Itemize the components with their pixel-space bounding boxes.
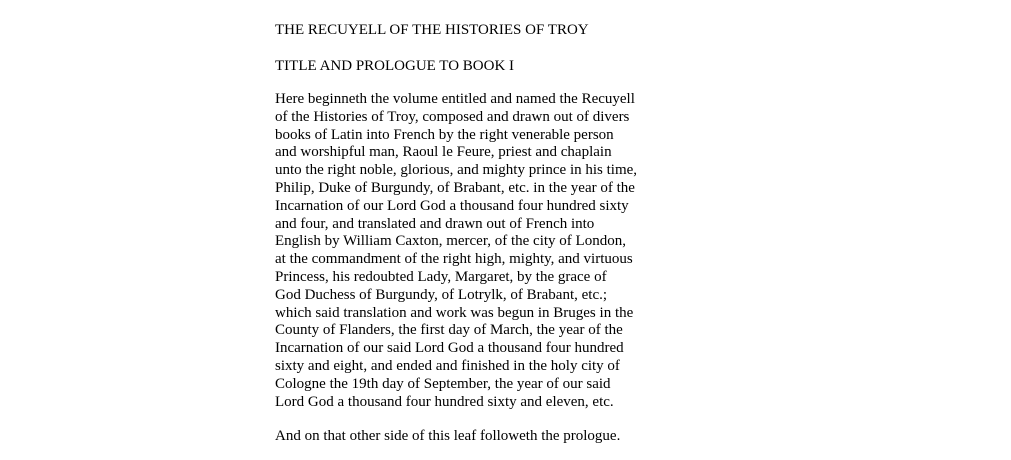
document-subtitle: TITLE AND PROLOGUE TO BOOK I	[275, 58, 515, 74]
paragraph-line: and four, and translated and drawn out of French into	[275, 215, 595, 232]
paragraph-line: at the commandment of the right high, mighty, and virtuous	[275, 251, 633, 268]
paragraph-line: God Duchess of Burgundy, of Lotrylk, of Brabant, etc.;	[275, 286, 608, 303]
paragraph-line: Lord God a thousand four hundred sixty and eleven, etc.	[275, 393, 614, 410]
paragraph-line: County of Flanders, the first day of March, the year of the	[275, 322, 623, 339]
document-page	[275, 20, 675, 460]
body-paragraph	[275, 91, 675, 411]
paragraph-line: sixty and eight, and ended and finished in the holy city of	[275, 357, 620, 374]
paragraph-line: Incarnation of our said Lord God a thousand four hundred	[275, 340, 624, 357]
paragraph-line: Incarnation of our Lord God a thousand four hundred sixty	[275, 197, 629, 214]
closing-line: And on that other side of this leaf followeth the prologue.	[275, 428, 621, 445]
paragraph-line: which said translation and work was begun in Bruges in the	[275, 304, 634, 321]
paragraph-line: Philip, Duke of Burgundy, of Brabant, etc. in the year of the	[275, 179, 635, 196]
paragraph-line: of the Histories of Troy, composed and drawn out of divers	[275, 108, 630, 125]
document-title: THE RECUYELL OF THE HISTORIES OF TROY	[275, 22, 589, 38]
paragraph-line: Princess, his redoubted Lady, Margaret, by the grace of	[275, 268, 607, 285]
paragraph-line: Here beginneth the volume entitled and named the Recuyell	[275, 91, 635, 107]
paragraph-line: Cologne the 19th day of September, the year of our said	[275, 375, 611, 392]
paragraph-line: and worshipful man, Raoul le Feure, priest and chaplain	[275, 144, 612, 161]
paragraph-line: English by William Caxton, mercer, of the city of London,	[275, 233, 626, 250]
paragraph-line: unto the right noble, glorious, and mighty prince in his time,	[275, 162, 638, 179]
paragraph-line: books of Latin into French by the right venerable person	[275, 126, 614, 143]
